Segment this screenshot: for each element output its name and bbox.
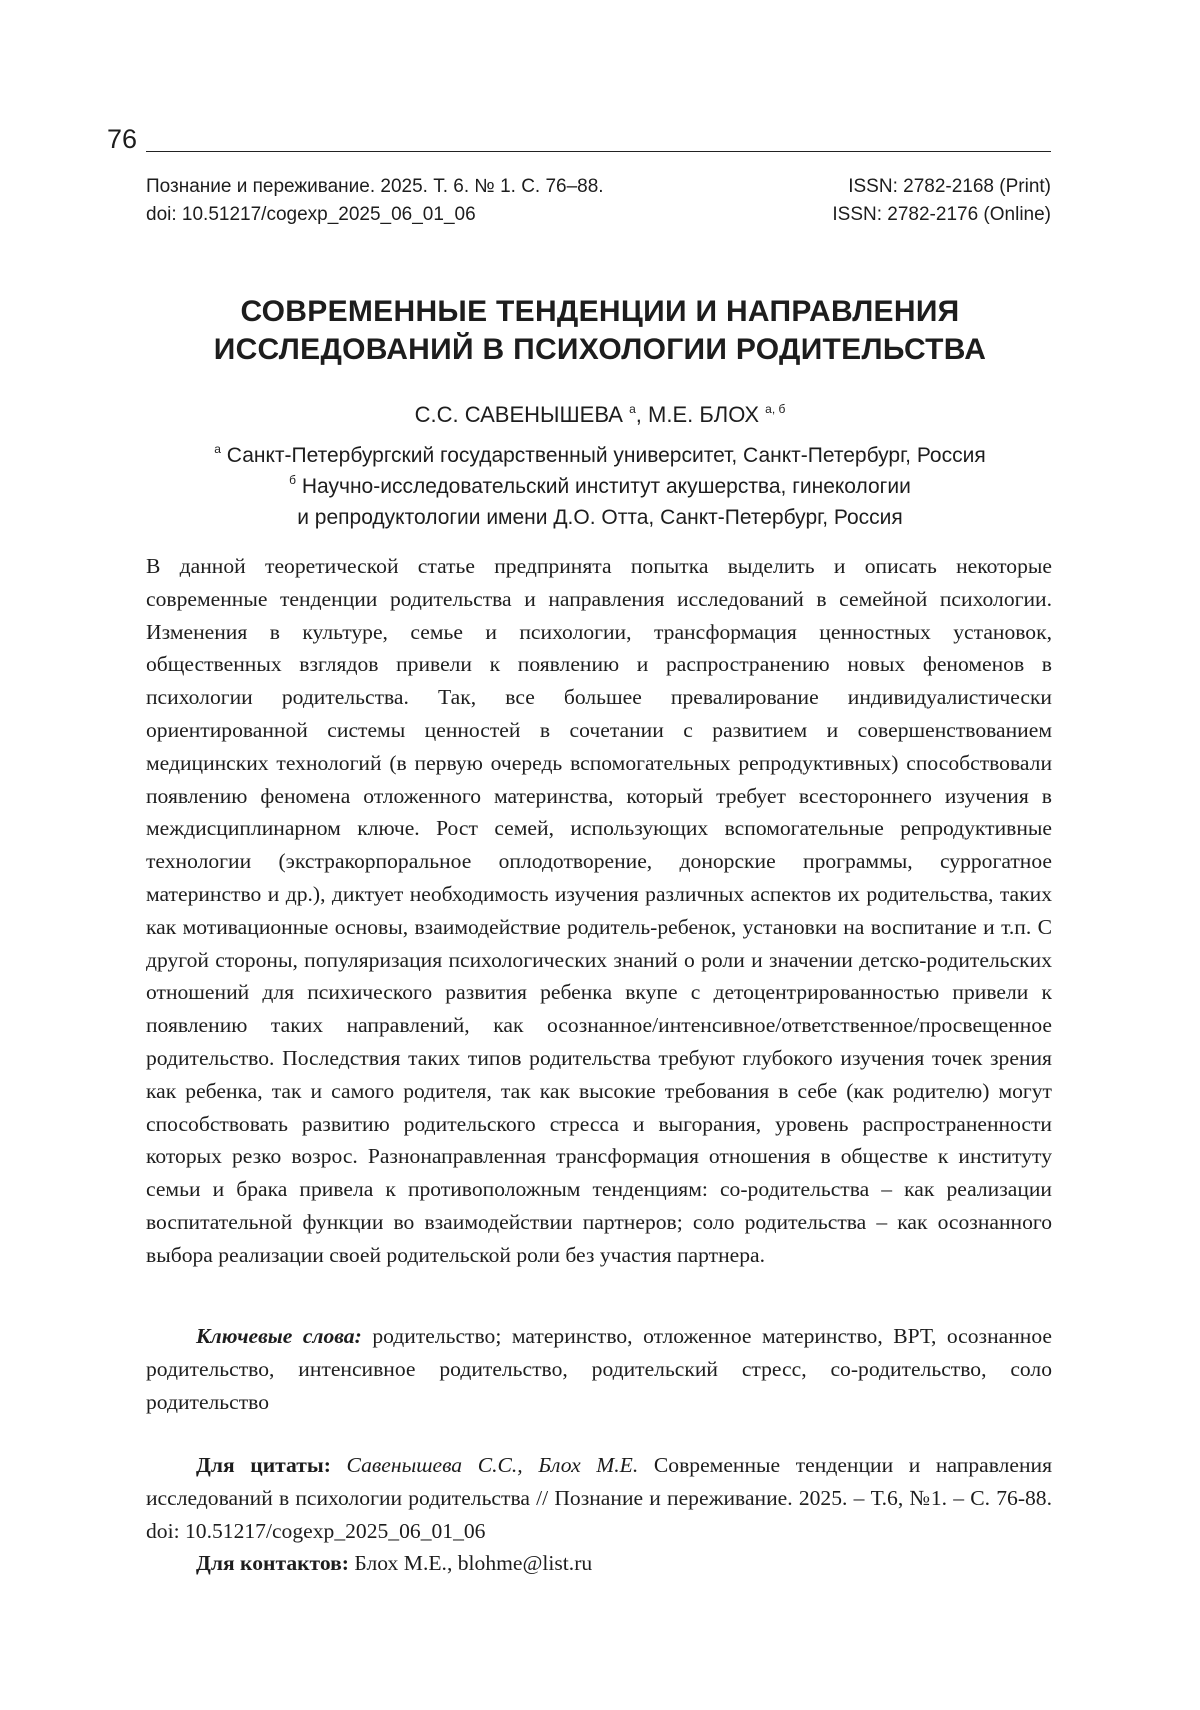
title-line-1: СОВРЕМЕННЫЕ ТЕНДЕНЦИИ И НАПРАВЛЕНИЯ [240, 295, 960, 328]
title-line-2: ИССЛЕДОВАНИЙ В ПСИХОЛОГИИ РОДИТЕЛЬСТВА [213, 333, 987, 366]
issn-online: ISSN: 2782-2176 (Online) [832, 204, 1051, 225]
affiliation-b [100, 471, 1100, 502]
affiliation-a-text: Санкт-Петербургский государственный университет, Санкт-Петербург, Россия [226, 444, 986, 467]
keywords-text: родительство; материнство, отложенное материнство, ВРТ, осознанное родительство, интенсивное родительство, родительский стресс, со-родительство, соло родительство [146, 1324, 1052, 1414]
contacts-label: Для контактов: [196, 1551, 349, 1575]
affiliation-b-mark: б [289, 473, 297, 487]
author-1-affiliation: а [629, 402, 636, 416]
contacts-text: Блох М.Е., blohme@list.ru [354, 1551, 593, 1575]
authors: С.С. САВЕНЫШЕВА $^а$, М.Е. БЛОХ $^{а, б}$ [414, 402, 786, 427]
keywords [146, 1320, 1052, 1418]
citation [146, 1449, 1052, 1547]
affiliation-a [100, 440, 1100, 471]
header-rule [146, 151, 1051, 152]
affiliation-b-line-1: Научно-исследовательский институт акушерства, гинекологии [301, 475, 911, 498]
author-2: М.Е. БЛОХ [648, 402, 760, 427]
issn-print: ISSN: 2782-2168 (Print) [848, 176, 1051, 197]
contacts [196, 1547, 592, 1580]
doi-line: doi: 10.51217/cogexp_2025_06_01_06 [146, 204, 476, 225]
affiliation-a-mark: а [214, 442, 221, 456]
abstract: В данной теоретической статье предпринята попытка выделить и описать некоторые современные тенденции родительства и направления исследований в семейной психологии. Изменения в культуре, семье и психологии, трансформация ценностных установок, общественных взглядов привели к появлению и распространению новых феноменов в психологии родительства. Так, все большее превалирование индивидуалистически ориентированной системы ценностей в сочетании с развитием и совершенствованием медицинских технологий (в первую очередь вспомогательных репродуктивных) способствовали появлению феномена отложенного материнства, который требует всестороннего изучения в междисциплинарном ключе. Рост семей, использующих вспомогательные репродуктивные технологии (экстракорпоральное оплодотворение, донорские программы, суррогатное материнство и др.), диктует необходимость изучения различных аспектов их родительства, таких как мотивационные основы, взаимодействие родитель-ребенок, установки на воспитание и т.п. С другой стороны, популяризация психологических знаний о роли и значении детско-родительских отношений для психического развития ребенка вкупе с детоцентрированностью привели к появлению таких направлений, как осознанное/интенсивное/ответственное/просвещенное родительство. Последствия таких типов родительства требуют глубокого изучения точек зрения как ребенка, так и самого родителя, так как высокие требования в себе (как родителю) могут способствовать развитию родительского стресса и выгорания, уровень распространенности которых резко возрос. Разнонаправленная трансформация отношения в обществе к институту семьи и брака привела к противоположным тенденциям: со-родительства – как реализации воспитательной функции во взаимодействии партнеров; соло родительства – как осознанного выбора реализации своей родительской роли без участия партнера. [146, 554, 1052, 1267]
keywords-label: Ключевые слова: [196, 1324, 362, 1348]
citation-label: Для цитаты: [196, 1453, 331, 1477]
article-title [100, 293, 1100, 369]
citation-authors: Савенышева С.С., Блох М.Е. [346, 1453, 639, 1477]
author-2-affiliation: а, б [765, 402, 786, 416]
affiliations [100, 440, 1100, 533]
page-number: 76 [107, 124, 138, 154]
author-1: С.С. САВЕНЫШЕВА [414, 402, 623, 427]
journal-citation-header [146, 173, 604, 229]
affiliation-b-line-2: и репродуктологии имени Д.О. Отта, Санкт-Петербург, Россия [297, 506, 903, 529]
issn-header [832, 173, 1051, 229]
citation-text: Современные тенденции и направления исследований в психологии родительства // Познание и переживание. 2025. – Т.6, №1. – С. 76-88. doi: 10.51217/cogexp_2025_06_01_06 [146, 1453, 1053, 1543]
journal-line: Познание и переживание. 2025. Т. 6. № 1. С. 76–88. [146, 176, 604, 197]
